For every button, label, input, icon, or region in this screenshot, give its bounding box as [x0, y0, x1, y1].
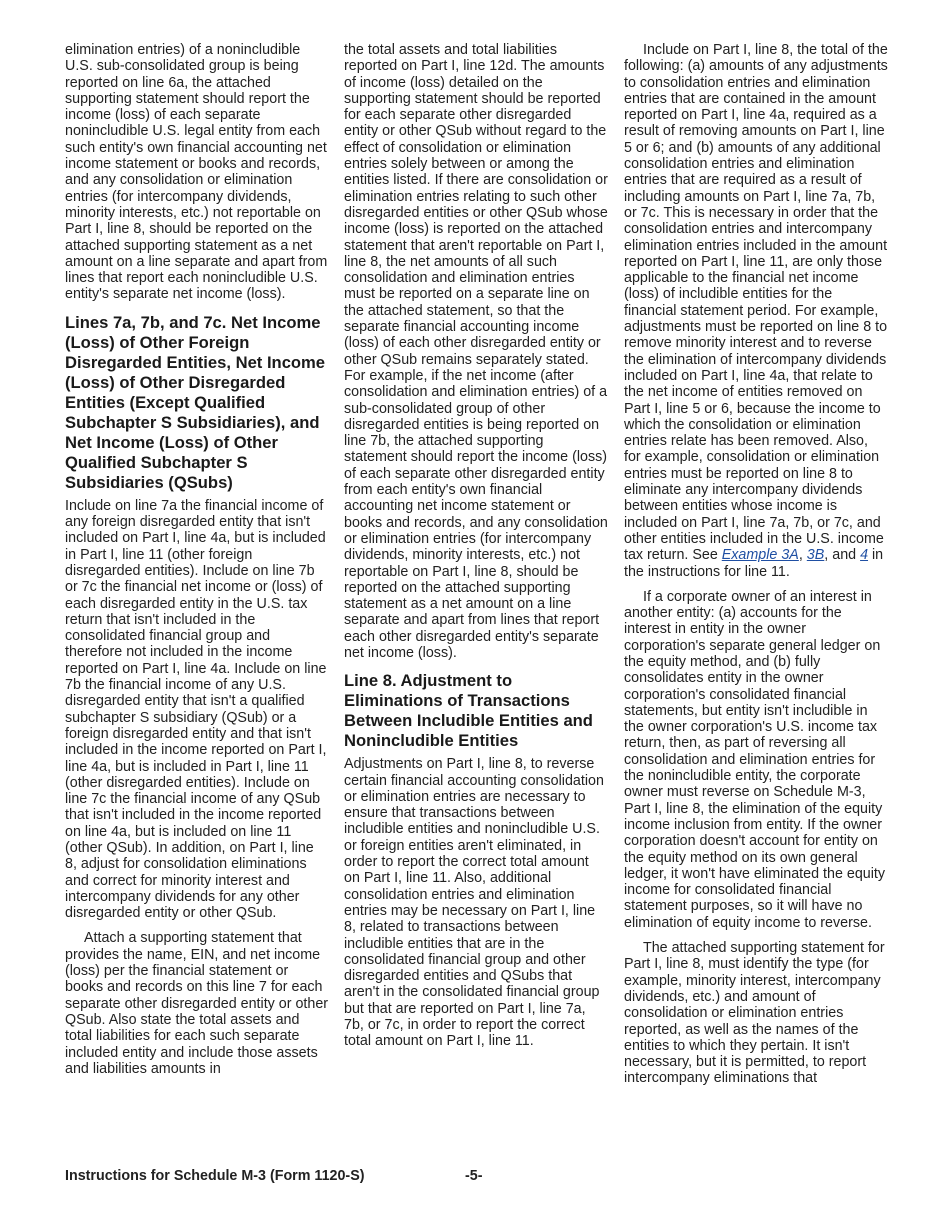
column-middle — [344, 42, 608, 1059]
link-example-4[interactable]: 4 — [860, 547, 869, 564]
paragraph — [624, 42, 888, 580]
paragraph-text: in the instructions for line 11. — [624, 547, 884, 580]
link-example-3b[interactable]: 3B — [806, 547, 825, 564]
paragraph-text: Include on Part I, line 8, the total of the following: (a) amounts of any adjustments to consolidation entries and elimination entries that are contained in the amount reported on Part I, line 4a, required as a result of removing amounts on Part I, line 5 or 6; and (b) amounts of any additional consolidation entries and elimination entries that are required as a result of including amounts on Part I, line 7a, 7b, or 7c. This is necessary in order that the consolidation entries and intercompany elimination entries included in the amount reported on Part I, line 11, are only those applicable to the financial net income (loss) of includible entities for the financial statement period. For example, adjustments must be reported on line 8 to remove minority interest and to reverse the elimination of intercompany dividends included on Part I, line 4a, that relate to the net income of entities removed on Part I, line 5 or 6, because the income to which the consolidation or elimination entries relate has been removed. Also, for example, consolidation or elimination entries must be reported on line 8 to eliminate any intercompany dividends between entities whose income is included on Part I, line 7a, 7b, or 7c, and other entities included in the U.S. income tax return. See — [624, 42, 888, 564]
paragraph: the total assets and total liabilities reported on Part I, line 12d. The amounts of income (loss) detailed on the supporting statement should be reported for each separate other disregarded entity or other QSub without regard to the effect of consolidation or elimination entries solely between or among the entities listed. If there are consolidation or elimination entries relating to such other disregarded entities or other QSub whose income (loss) is reported on the attached statement that aren't reportable on Part I, line 8, the net amounts of all such consolidation and elimination entries must be reported on a separate line on the attached statement, so that the separate financial accounting income (loss) of each other disregarded entity or other QSub remains separately stated. For example, if the net income (after consolidation and elimination entries) of a sub-consolidated group of other disregarded entities is being reported on line 7b, the attached supporting statement should report the income (loss) of each separate other disregarded entity from each entity's own financial accounting net income statement or books and records, and any consolidation or elimination entries (for intercompany dividends, minority interests, etc.) not reportable on Part I, line 8, should be reported on the attached supporting statement as a net amount on a line separate and apart from lines that report each other disregarded entity's separate net income (loss). — [344, 42, 608, 661]
section-heading-lines-7a-7b-7c: Lines 7a, 7b, and 7c. Net Income (Loss) of Other Foreign Disregarded Entities, Net Income (Loss) of Other Disregarded Entities (Except Qualified Subchapter S Subsidiaries), and Net Income (Loss) of Other Qualified Subchapter S Subsidiaries (QSubs) — [65, 312, 326, 492]
section-heading-line-8: Line 8. Adjustment to Eliminations of Transactions Between Includible Entities and Nonincludible Entities — [344, 671, 593, 751]
paragraph: The attached supporting statement for Part I, line 8, must identify the type (for example, minority interest, intercompany dividends, etc.) and amount of consolidation or elimination entries reported, as well as the names of the entities to which they pertain. It isn't necessary, but it is permitted, to report intercompany eliminations that — [624, 940, 885, 1087]
column-right — [624, 42, 888, 1096]
paragraph: If a corporate owner of an interest in another entity: (a) accounts for the interest in entity in the owner corporation's separate general ledger on the equity method, and (b) fully consolidates entity in the owner corporation's consolidated financial statements, but entity isn't includible in the owner corporation's U.S. income tax return, then, as part of reversing all consolidation and elimination entries for the nonincludible entity, the corporate owner must reverse on Schedule M-3, Part I, line 8, the elimination of the equity income inclusion from entity. If the owner corporation doesn't account for entity on the equity method on its own general ledger, it won't have eliminated the equity income for consolidated financial statement purposes, so it will have no elimination of equity income to reverse. — [624, 588, 886, 931]
separator-text: , and — [824, 547, 861, 564]
page-number: -5- — [465, 1168, 483, 1184]
paragraph: Include on line 7a the financial income of any foreign disregarded entity that isn't included on Part I, line 4a, but is included in Part I, line 11 (other foreign disregarded entities). Include on line 7b or 7c the financial net income or (loss) of each disregarded entity in the U.S. tax return that isn't included in the consolidated financial group and therefore not included in the income reported on Part I, line 4a. Include on line 7b the financial income of any U.S. disregarded entity that isn't a qualified subchapter S subsidiary (QSub) or a foreign disregarded entity and that isn't included in the income reported on Part I, line 4a, but is included in Part I, line 11 (other disregarded entities). Include on line 7c the financial income of any QSub that isn't included in the income reported on line 4a, but is included on line 11 (other QSub). In addition, on Part I, line 8, adjust for consolidation eliminations and correct for minority interest and intercompany dividends for any other disregarded entity or other QSub. — [65, 497, 327, 922]
footer-title: Instructions for Schedule M-3 (Form 1120-S) — [65, 1168, 365, 1184]
link-example-3a[interactable]: Example 3A — [721, 547, 799, 564]
paragraph: Adjustments on Part I, line 8, to reverse certain financial accounting consolidation or elimination entries are necessary to ensure that transactions between includible entities and nonincludible U.S. or foreign entities aren't eliminated, in order to report the correct total amount on Part I, line 11. Also, additional consolidation entries and elimination entries may be necessary on Part I, line 8, related to transactions between includible entities that are in the consolidated financial group and other disregarded entities and QSubs that aren't in the consolidated financial group but that are reported on Part I, line 7a, 7b, or 7c, in order to report the correct total amount on Part I, line 11. — [344, 756, 604, 1050]
separator-text: , — [798, 547, 807, 564]
paragraph: Attach a supporting statement that provides the name, EIN, and net income (loss) per the financial statement or books and records on this line 7 for each separate other disregarded entity or other QSub. Also state the total assets and total liabilities for each such separate included entity and include those assets and liabilities amounts in — [65, 930, 329, 1077]
column-left — [65, 42, 329, 1086]
paragraph: elimination entries) of a nonincludible U.S. sub-consolidated group is being reported on line 6a, the attached supporting statement should report the income (loss) of each separate nonincludible U.S. legal entity from each such entity's own financial accounting net income statement or books and records, and any consolidation or elimination entries (for intercompany dividends, minority interests, etc.) not reportable on Part I, line 8, should be reported on the attached supporting statement as a net amount on a line separate and apart from lines that report each nonincludible U.S. entity's separate net income (loss). — [65, 42, 328, 303]
